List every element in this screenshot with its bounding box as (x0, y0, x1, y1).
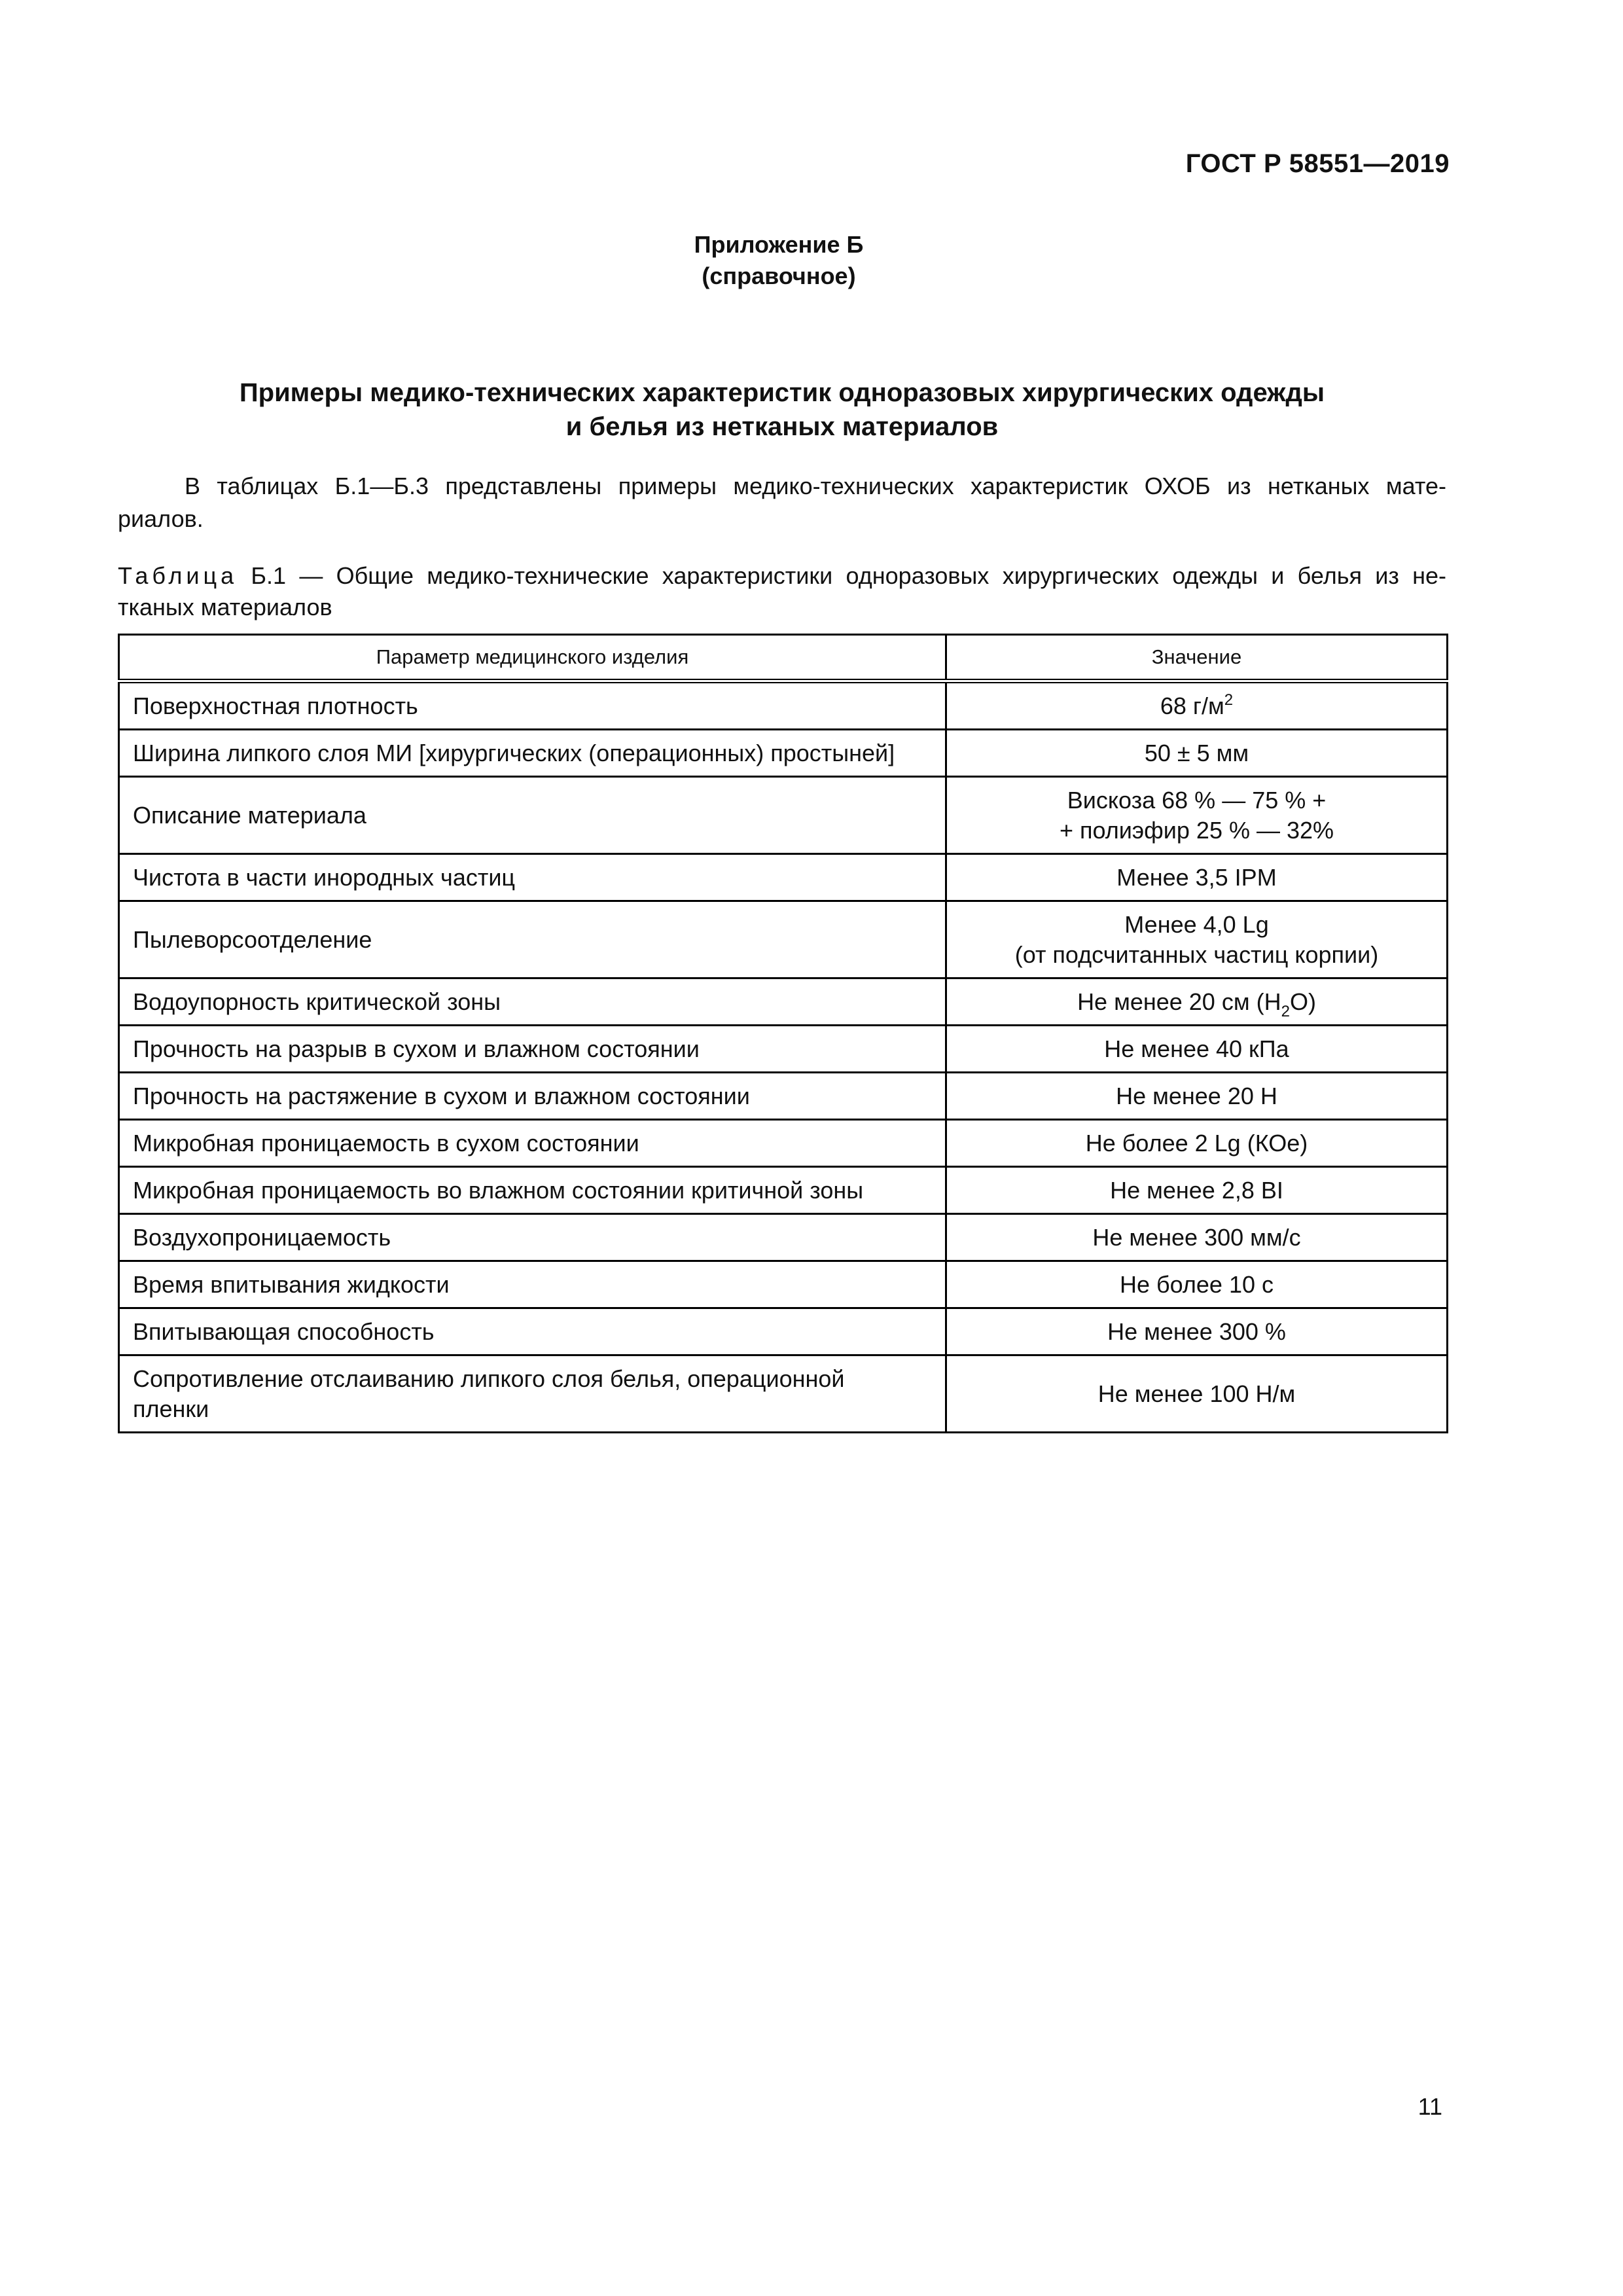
value-cell (946, 777, 1448, 854)
value-cell: Не менее 2,8 BI (946, 1167, 1448, 1214)
table-caption (118, 560, 1446, 623)
header-param: Параметр медицинского изделия (119, 635, 946, 681)
value-cell: Не более 10 с (946, 1261, 1448, 1308)
table-row (119, 854, 1448, 901)
param-cell: Прочность на растяжение в сухом и влажном состоянии (119, 1073, 946, 1120)
table-row (119, 1167, 1448, 1214)
header-value: Значение (946, 635, 1448, 681)
caption-line-2: тканых материалов (118, 594, 332, 620)
table-row (119, 901, 1448, 978)
appendix-subtitle: (справочное) (702, 262, 856, 289)
param-cell: Водоупорность критической зоны (119, 978, 946, 1026)
param-line-1: Сопротивление отслаиванию липкого слоя белья, операционной (133, 1365, 845, 1392)
value-text: 68 г/м (1160, 692, 1224, 719)
param-cell: Прочность на разрыв в сухом и влажном состоянии (119, 1026, 946, 1073)
caption-table-label: Таблица (118, 562, 238, 589)
value-cell (946, 978, 1448, 1026)
caption-line-1-text: Б.1 — Общие медико-технические характеристики одноразовых хирургических одежды и белья из не- (238, 562, 1446, 589)
param-cell: Чистота в части инородных частиц (119, 854, 946, 901)
intro-paragraph (118, 470, 1446, 535)
param-cell: Пылеворсоотделение (119, 901, 946, 978)
value-line-2: (от подсчитанных частиц корпии) (1014, 941, 1379, 968)
spec-table (118, 634, 1448, 1433)
value-cell (946, 901, 1448, 978)
value-cell: Не менее 20 Н (946, 1073, 1448, 1120)
param-cell: Воздухопроницаемость (119, 1214, 946, 1261)
param-line-2: пленки (133, 1395, 209, 1422)
caption-line-1 (118, 560, 1446, 592)
value-superscript: 2 (1224, 691, 1234, 709)
table-header-row (119, 635, 1448, 681)
table-row (119, 1120, 1448, 1167)
table-row (119, 1214, 1448, 1261)
param-cell: Микробная проницаемость в сухом состоянии (119, 1120, 946, 1167)
intro-line-1: В таблицах Б.1—Б.3 представлены примеры медико-технических характеристик ОХОБ из нетканых мате- (185, 473, 1446, 499)
document-code: ГОСТ Р 58551—2019 (1185, 149, 1450, 178)
param-cell (119, 1355, 946, 1433)
table-row (119, 1073, 1448, 1120)
value-line-2: + полиэфир 25 % — 32% (1059, 816, 1334, 844)
appendix-title: Приложение Б (694, 231, 864, 258)
table-row (119, 1026, 1448, 1073)
table-row (119, 777, 1448, 854)
value-cell: Не менее 300 мм/с (946, 1214, 1448, 1261)
param-cell: Микробная проницаемость во влажном состоянии критичной зоны (119, 1167, 946, 1214)
value-cell (946, 681, 1448, 730)
appendix-heading (118, 376, 1446, 444)
table-row (119, 1355, 1448, 1433)
value-cell: 50 ± 5 мм (946, 730, 1448, 777)
heading-line-1: Примеры медико-технических характеристик одноразовых хирургических одежды (239, 378, 1325, 407)
param-cell: Описание материала (119, 777, 946, 854)
value-line-1: Вискоза 68 % — 75 % + (1067, 786, 1327, 814)
value-cell: Не менее 40 кПа (946, 1026, 1448, 1073)
table-row (119, 1261, 1448, 1308)
page-number: 11 (1418, 2093, 1442, 2120)
table-row (119, 1308, 1448, 1355)
heading-line-2: и белья из нетканых материалов (565, 412, 999, 441)
value-subscript: 2 (1281, 1002, 1290, 1020)
value-text-end: O) (1289, 988, 1316, 1015)
param-cell: Время впитывания жидкости (119, 1261, 946, 1308)
appendix-title-block (0, 229, 1558, 292)
value-cell: Не более 2 Lg (КОе) (946, 1120, 1448, 1167)
value-line-1: Менее 4,0 Lg (1124, 910, 1269, 938)
param-cell: Ширина липкого слоя МИ [хирургических (операционных) простыней] (119, 730, 946, 777)
table-row (119, 978, 1448, 1026)
param-cell: Впитывающая способность (119, 1308, 946, 1355)
param-cell: Поверхностная плотность (119, 681, 946, 730)
intro-line-2: риалов. (118, 505, 204, 532)
table-row (119, 681, 1448, 730)
value-cell: Не менее 300 % (946, 1308, 1448, 1355)
value-cell: Не менее 100 Н/м (946, 1355, 1448, 1433)
table-row (119, 730, 1448, 777)
value-cell: Менее 3,5 IPM (946, 854, 1448, 901)
value-text: Не менее 20 см (H (1077, 988, 1281, 1015)
